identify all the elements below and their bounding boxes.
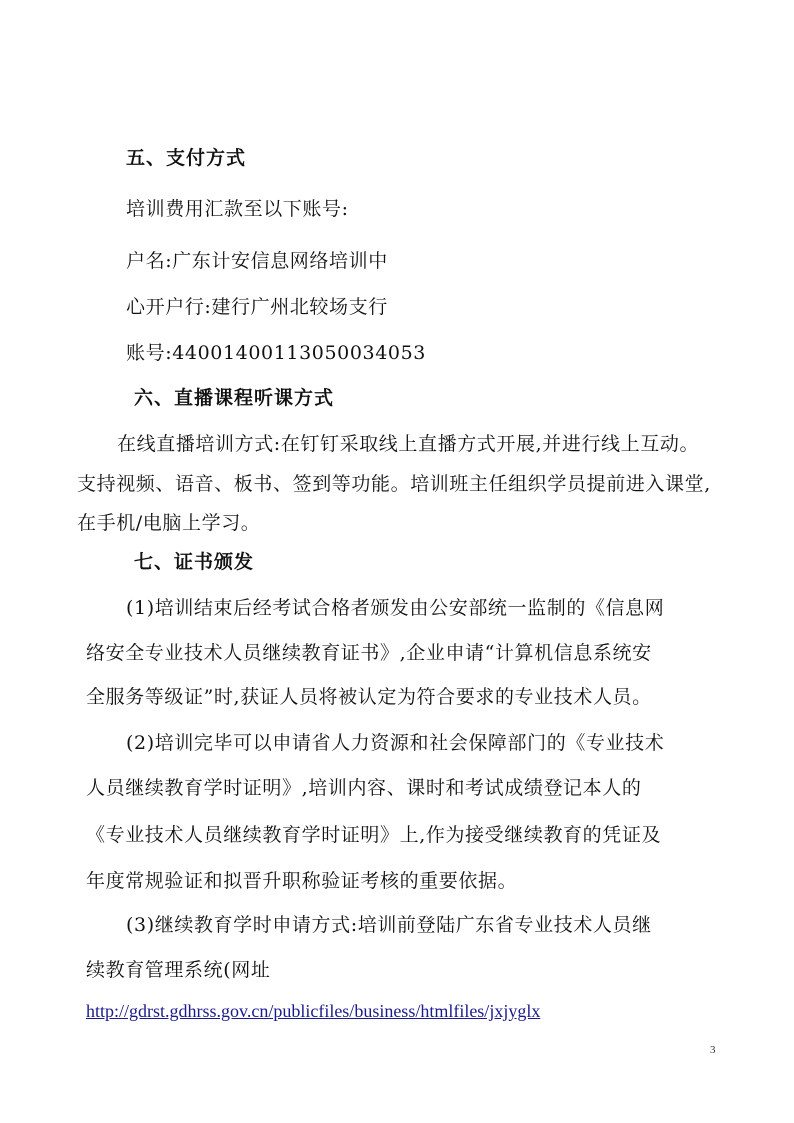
account-number: 账号:44001400113050034053	[126, 342, 426, 364]
para-2-line: 年度常规验证和拟晋升职称验证考核的重要依据。	[86, 870, 518, 892]
registration-url-link[interactable]: http://gdrst.gdhrss.gov.cn/publicfiles/business/htmlfiles/jxjyglx	[86, 1001, 541, 1021]
para-1-line: (1)培训结束后经考试合格者颁发由公安部统一监制的《信息网	[126, 597, 665, 619]
section-5-heading: 五、支付方式	[126, 147, 247, 169]
section-6-line: 支持视频、语音、板书、签到等功能。培训班主任组织学员提前进入课堂,	[77, 473, 711, 495]
para-3-line: 续教育管理系统(网址	[86, 959, 271, 981]
section-6-line: 在线直播培训方式:在钉钉采取线上直播方式开展,并进行线上互动。	[117, 433, 700, 455]
para-2-line: 《专业技术人员继续教育学时证明》上,作为接受继续教育的凭证及	[86, 824, 662, 846]
payment-intro: 培训费用汇款至以下账号:	[126, 198, 349, 220]
page-number: 3	[710, 1044, 716, 1056]
para-2-line: (2)培训完毕可以申请省人力资源和社会保障部门的《专业技术	[126, 732, 665, 754]
section-6-heading: 六、直播课程听课方式	[134, 387, 335, 409]
para-1-line: 全服务等级证”时,获证人员将被认定为符合要求的专业技术人员。	[86, 686, 652, 708]
para-1-line: 络安全专业技术人员继续教育证书》,企业申请“计算机信息系统安	[86, 642, 652, 664]
bank-name: 心开户行:建行广州北较场支行	[126, 296, 388, 318]
para-2-line: 人员继续教育学时证明》,培训内容、课时和考试成绩登记本人的	[86, 777, 642, 799]
account-name: 户名:广东计安信息网络培训中	[126, 250, 388, 272]
para-3-line: (3)继续教育学时申请方式:培训前登陆广东省专业技术人员继	[126, 914, 652, 936]
section-6-line: 在手机/电脑上学习。	[77, 512, 261, 534]
section-7-heading: 七、证书颁发	[134, 551, 255, 573]
